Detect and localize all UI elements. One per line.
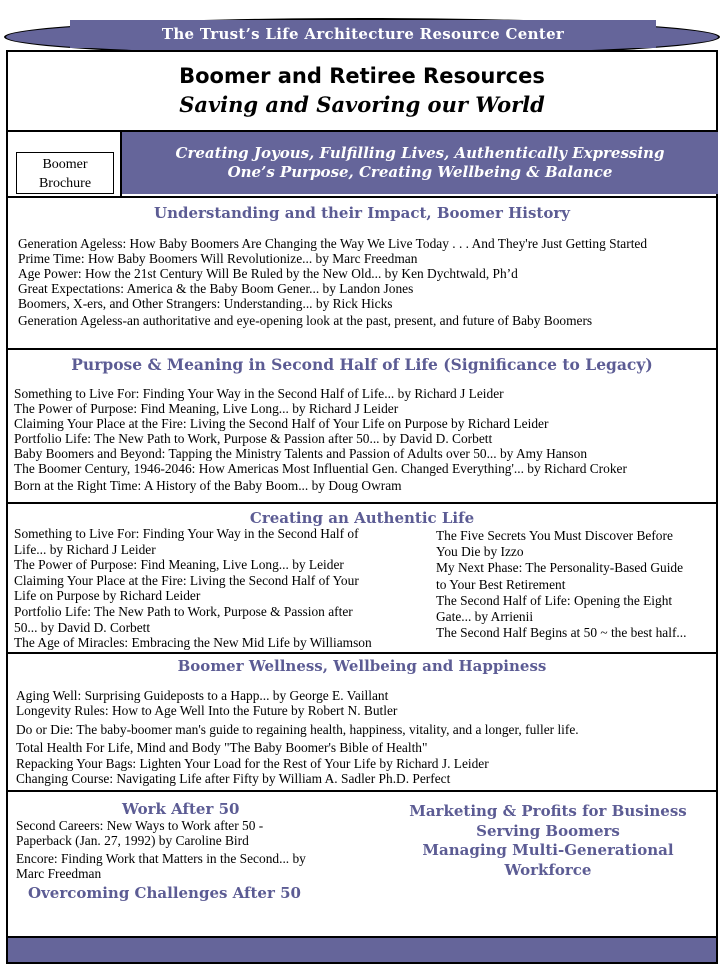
list-item[interactable]: Claiming Your Place at the Fire: Living the Second Half of Your Life on Purpose by Richard Leider	[14, 416, 549, 431]
authentic-right-list	[436, 528, 716, 641]
authentic-section	[6, 502, 718, 654]
list-item[interactable]: Do or Die: The baby-boomer man's guide to regaining health, happiness, vitality, and a longer, fuller life.	[16, 721, 579, 737]
list-item[interactable]: Prime Time: How Baby Boomers Will Revolutionize... by Marc Freedman	[18, 251, 418, 266]
work-heading: Work After 50	[122, 800, 240, 818]
marketing-line[interactable]: Serving Boomers	[476, 821, 620, 840]
list-item[interactable]: Great Expectations: America & the Baby Boom Gener... by Landon Jones	[18, 281, 414, 296]
list-item[interactable]: Generation Ageless-an authoritative and eye-opening look at the past, present, and future of Baby Boomers	[18, 313, 593, 328]
list-item[interactable]: Life on Purpose by Richard Leider	[14, 588, 201, 604]
boomer-brochure-link[interactable]	[16, 152, 114, 194]
wellness-heading: Boomer Wellness, Wellbeing and Happiness	[177, 657, 547, 675]
authentic-left-list	[14, 526, 424, 651]
work-list	[16, 818, 306, 882]
list-item[interactable]: My Next Phase: The Personality-Based Guide	[436, 560, 684, 576]
banner-line1: Creating Joyous, Fulfilling Lives, Authentically Expressing	[175, 144, 665, 162]
work-section	[6, 790, 718, 938]
marketing-line[interactable]: Marketing & Profits for Business	[409, 802, 687, 820]
list-item[interactable]: Encore: Finding Work that Matters in the Second... by	[16, 850, 306, 866]
list-item[interactable]: Aging Well: Surprising Guideposts to a Happ... by George E. Vaillant	[16, 688, 389, 703]
purpose-section	[6, 348, 718, 504]
list-item[interactable]: Total Health For Life, Mind and Body "The Baby Boomer's Bible of Health"	[16, 740, 428, 756]
list-item[interactable]: The Power of Purpose: Find Meaning, Live Long... by Leider	[14, 557, 344, 573]
wellness-section	[6, 652, 718, 792]
list-item[interactable]: Second Careers: New Ways to Work after 50 -	[16, 818, 264, 833]
list-item[interactable]: The Power of Purpose: Find Meaning, Live Long... by Richard J Leider	[14, 401, 399, 416]
purpose-list	[14, 386, 627, 493]
marketing-line[interactable]: Workforce	[504, 860, 592, 879]
history-heading: Understanding and their Impact, Boomer History	[154, 204, 570, 222]
list-item[interactable]: The Five Secrets You Must Discover Before	[436, 528, 673, 543]
list-item[interactable]: Claiming Your Place at the Fire: Living the Second Half of Your	[14, 572, 359, 588]
list-item[interactable]: The Second Half of Life: Opening the Eight	[436, 592, 673, 608]
list-item[interactable]: Paperback (Jan. 27, 1992) by Caroline Bird	[16, 833, 249, 849]
list-item[interactable]: The Boomer Century, 1946-2046: How Americas Most Influential Gen. Changed Everything'... by Richard Croker	[14, 461, 627, 476]
history-section	[6, 196, 718, 350]
banner-line2: One’s Purpose, Creating Wellbeing & Balance	[227, 163, 613, 181]
list-item[interactable]: Generation Ageless: How Baby Boomers Are Changing the Way We Live Today . . . And They're Just Getting Started	[18, 236, 648, 251]
list-item[interactable]: Gate... by Arrienii	[436, 609, 534, 625]
header-bar	[70, 20, 656, 48]
mission-banner	[122, 132, 718, 194]
list-item[interactable]: to Your Best Retirement	[436, 576, 566, 592]
list-item[interactable]: Changing Course: Navigating Life after Fifty by William A. Sadler Ph.D. Perfect	[16, 771, 451, 787]
list-item[interactable]: Portfolio Life: The New Path to Work, Purpose & Passion after	[14, 603, 353, 619]
list-item[interactable]: Baby Boomers and Beyond: Tapping the Ministry Talents and Passion of Adults over 50... by Amy Hanson	[14, 446, 588, 461]
list-item[interactable]: 50... by David D. Corbett	[14, 619, 151, 635]
list-item[interactable]: Repacking Your Bags: Lighten Your Load for the Rest of Your Life by Richard J. Leider	[16, 755, 489, 771]
wellness-list	[16, 688, 579, 786]
list-item[interactable]: Something to Live For: Finding Your Way in the Second Half of Life... by Richard J Leider	[14, 386, 504, 401]
list-item[interactable]: Something to Live For: Finding Your Way in the Second Half of	[14, 526, 359, 541]
list-item[interactable]: Boomers, X-ers, and Other Strangers: Understanding... by Rick Hicks	[18, 296, 393, 311]
list-item[interactable]: You Die by Izzo	[436, 544, 524, 560]
brochure-line2: Brochure	[38, 176, 92, 191]
list-item[interactable]: Portfolio Life: The New Path to Work, Purpose & Passion after 50... by David D. Corbett	[14, 431, 493, 446]
page-subtitle: Saving and Savoring our World	[179, 92, 545, 117]
list-item[interactable]: Age Power: How the 21st Century Will Be Ruled by the New Old... by Ken Dychtwald, Ph’d	[18, 266, 518, 281]
footer-bar	[6, 936, 718, 964]
marketing-block	[388, 802, 708, 880]
history-list	[18, 236, 647, 328]
list-item[interactable]: Born at the Right Time: A History of the Baby Boom... by Doug Owram	[14, 478, 402, 493]
brochure-line1: Boomer	[42, 157, 88, 172]
challenges-heading[interactable]: Overcoming Challenges After 50	[28, 884, 301, 902]
title-box	[6, 50, 718, 132]
marketing-line[interactable]: Managing Multi-Generational	[422, 841, 674, 859]
authentic-heading: Creating an Authentic Life	[249, 509, 475, 527]
list-item[interactable]: The Age of Miracles: Embracing the New Mid Life by Williamson	[14, 635, 372, 651]
list-item[interactable]: The Second Half Begins at 50 ~ the best half...	[436, 625, 687, 641]
list-item[interactable]: Longevity Rules: How to Age Well Into the Future by Robert N. Butler	[16, 703, 398, 719]
list-item[interactable]: Life... by Richard J Leider	[14, 541, 156, 557]
list-item[interactable]: Marc Freedman	[16, 866, 102, 882]
center-name: The Trust’s Life Architecture Resource Center	[161, 25, 565, 43]
purpose-heading: Purpose & Meaning in Second Half of Life (Significance to Legacy)	[71, 355, 653, 374]
page-title: Boomer and Retiree Resources	[179, 64, 545, 88]
